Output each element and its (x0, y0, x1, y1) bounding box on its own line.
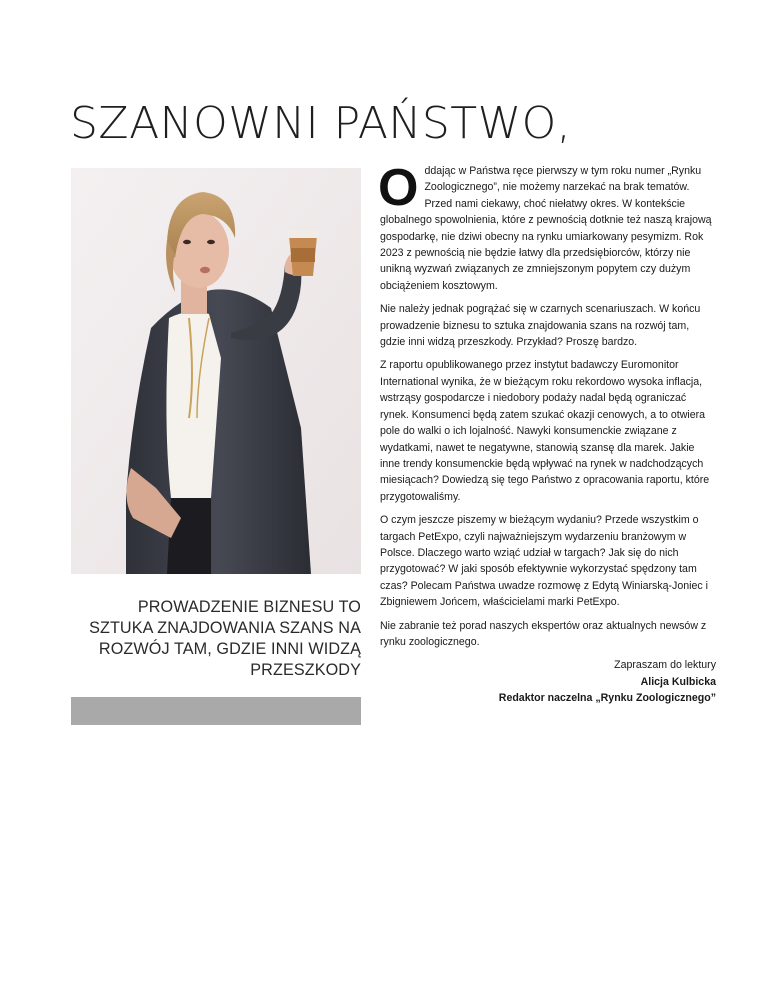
article-paragraph-1-text: ddając w Państwa ręce pierwszy w tym roku numer „Rynku Zoologicznego”, nie możemy narzekać na brak tematów. Przed nami ciekawy, choć niełatwy okres. W kontekście globalnego spowolnienia, które z pewnością dotknie też naszą krajową gospodarkę, nie dziwi obecny na rynku umiarkowany pesymizm. Rok 2023 z pewnością nie będzie łatwy dla przedsiębiorców, którzy nie unikną wyzwań związanych ze zmniejszonym popytem czy dużym obciążeniem kosztowym. (380, 165, 712, 292)
pull-quote: PROWADZENIE BIZNESU TO SZTUKA ZNAJDOWANIA SZANS NA ROZWÓJ TAM, GDZIE INNI WIDZĄ PRZESZKODY (89, 598, 361, 679)
article-paragraph-5: Nie zabranie też porad naszych ekspertów oraz aktualnych newsów z rynku zoologicznego. (380, 619, 707, 648)
signature-name: Alicja Kulbicka (640, 675, 716, 688)
article-paragraph-1 (378, 159, 716, 294)
page-title: SZANOWNI PAŃSTWO, (70, 98, 572, 149)
article-paragraph-2: Nie należy jednak pogrążać się w czarnych scenariuszach. W końcu prowadzenie biznesu to sztuka znajdowania szans na rozwój tam, gdzie inni widzą przeszkody. Przykład? Proszę bardzo. (380, 303, 701, 349)
editorial-article (378, 159, 716, 707)
grey-decorative-bar (71, 697, 361, 725)
signature-invite: Zapraszam do lektury (614, 659, 716, 672)
signature-block (380, 657, 716, 706)
signature-role: Redaktor naczelna „Rynku Zoologicznego” (498, 692, 716, 705)
editor-photo (71, 168, 361, 574)
article-paragraph-3: Z raportu opublikowanego przez instytut badawczy Euromonitor International wynika, że w bieżącym roku rekordowo wysoka inflacja, wstrząsy gospodarcze i niedobory podaży nadal będą ograniczać rynek. Konsumenci będą zatem szukać okazji cenowych, a to otwiera pole do walki o ich lojalność. Nawyki konsumenckie związane z wydatkami, nawet te negatywne, stanowią szansę dla marek. Jakie inne trendy konsumenckie będą wpływać na rynek w nadchodzących miesiącach? Dowiedzą się tego Państwo z opracowania raportu, które przygotowaliśmy. (380, 359, 710, 503)
drop-cap: O (378, 159, 419, 217)
article-paragraph-4: O czym jeszcze piszemy w bieżącym wydaniu? Przede wszystkim o targach PetExpo, czyli najważniejszym wydarzeniu branżowym w Polsce. Dlaczego warto wziąć udział w targach? Jak się do nich przygotować? W jaki sposób efektywnie wykorzystać spędzony tam czas? Polecam Państwa uwadze rozmowę z Edytą Winiarską-Joniec i Zbigniewem Jońcem, właścicielami marki PetExpo. (380, 514, 708, 609)
